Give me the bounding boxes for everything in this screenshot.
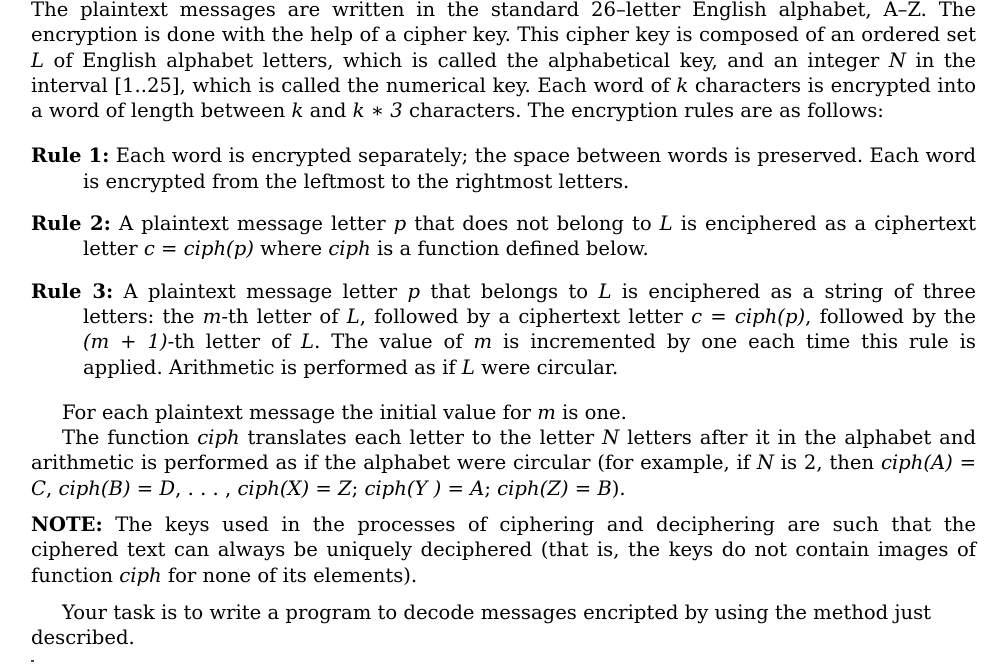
math-formula: c = ciph(p) — [143, 237, 254, 261]
math-N: N — [756, 451, 774, 475]
note-label: NOTE: — [31, 513, 103, 537]
math-example: ciph(X) = Z — [237, 476, 352, 500]
math-example: ciph(B) = D — [58, 476, 176, 500]
math-L: L — [461, 355, 475, 379]
rule-label: Rule 1: — [31, 144, 110, 168]
math-L: L — [346, 304, 360, 328]
rule-2: Rule 2: A plaintext message letter p that does not belong to L is enciphered as a ciphertext letter c = ciph(p) where ciph is a function defined below. — [31, 212, 976, 261]
math-k: k — [676, 73, 689, 97]
math-ciph: ciph — [119, 563, 162, 587]
math-L: L — [659, 212, 673, 236]
rule-label: Rule 2: — [31, 212, 111, 236]
math-L: L — [31, 48, 45, 72]
math-k-times-3: k ∗ 3 — [352, 99, 403, 123]
note-paragraph: NOTE: The keys used in the processes of ciphering and deciphering are such that the ciphered text can always be uniquely deciphered (that is, the keys do not contain images of function ciph for none of its elements). — [31, 513, 976, 587]
math-p: p — [407, 279, 420, 303]
rule-3: Rule 3: A plaintext message letter p that belongs to L is enciphered as a string of three letters: the m-th letter of L, followed by a ciphertext letter c = ciph(p), followed by the (m + 1)-th letter of L. The value of m is incremented by one each time this rule is applied. Arithmetic is performed as if L were circular. — [31, 279, 976, 379]
intro-paragraph: The plaintext messages are written in the standard 26–letter English alphabet, A–Z. The encryption is done with the help of a cipher key. This cipher key is composed of an ordered set L of English alphabet letters, which is called the alphabetical key, and an integer N in the interval [1..25], which is called the numerical key. Each word of k characters is encrypted into a word of length between k and k ∗ 3 characters. The encryption rules are as follows: — [31, 0, 976, 123]
math-example: ciph(Z) = B — [497, 476, 612, 500]
task-paragraph: Your task is to write a program to decode messages encripted by using the method just described. — [31, 600, 932, 650]
ciph-function-paragraph: The function ciph translates each letter to the letter N letters after it in the alphabet and arithmetic is performed as if the alphabet were circular (for example, if N is 2, then ciph(A) = C, ciph(B) = D, . . . , ciph(X) = Z; ciph(Y ) = A; ciph(Z) = B). — [31, 426, 977, 500]
math-example: ciph(A) = C — [31, 451, 977, 500]
clipped-text-mark — [31, 660, 34, 662]
math-formula: c = ciph(p) — [691, 304, 806, 328]
math-L: L — [301, 330, 315, 354]
math-p: p — [393, 212, 407, 236]
math-k: k — [291, 99, 304, 123]
math-ciph: ciph — [197, 426, 240, 450]
math-N: N — [888, 48, 906, 72]
initial-m-paragraph: For each plaintext message the initial value for m is one. — [62, 400, 627, 424]
math-m: m — [202, 304, 222, 328]
math-N: N — [602, 426, 620, 450]
rule-1: Rule 1: Each word is encrypted separately; the space between words is preserved. Each word is encrypted from the leftmost to the rightmost letters. — [31, 144, 977, 193]
math-ciph: ciph — [328, 237, 371, 261]
math-L: L — [598, 279, 612, 303]
problem-statement — [31, 0, 976, 651]
math-m-plus-1: (m + 1) — [83, 330, 168, 354]
math-m: m — [537, 400, 556, 424]
math-m: m — [473, 330, 493, 354]
math-example: ciph(Y ) = A — [364, 476, 485, 500]
rule-label: Rule 3: — [31, 279, 114, 303]
